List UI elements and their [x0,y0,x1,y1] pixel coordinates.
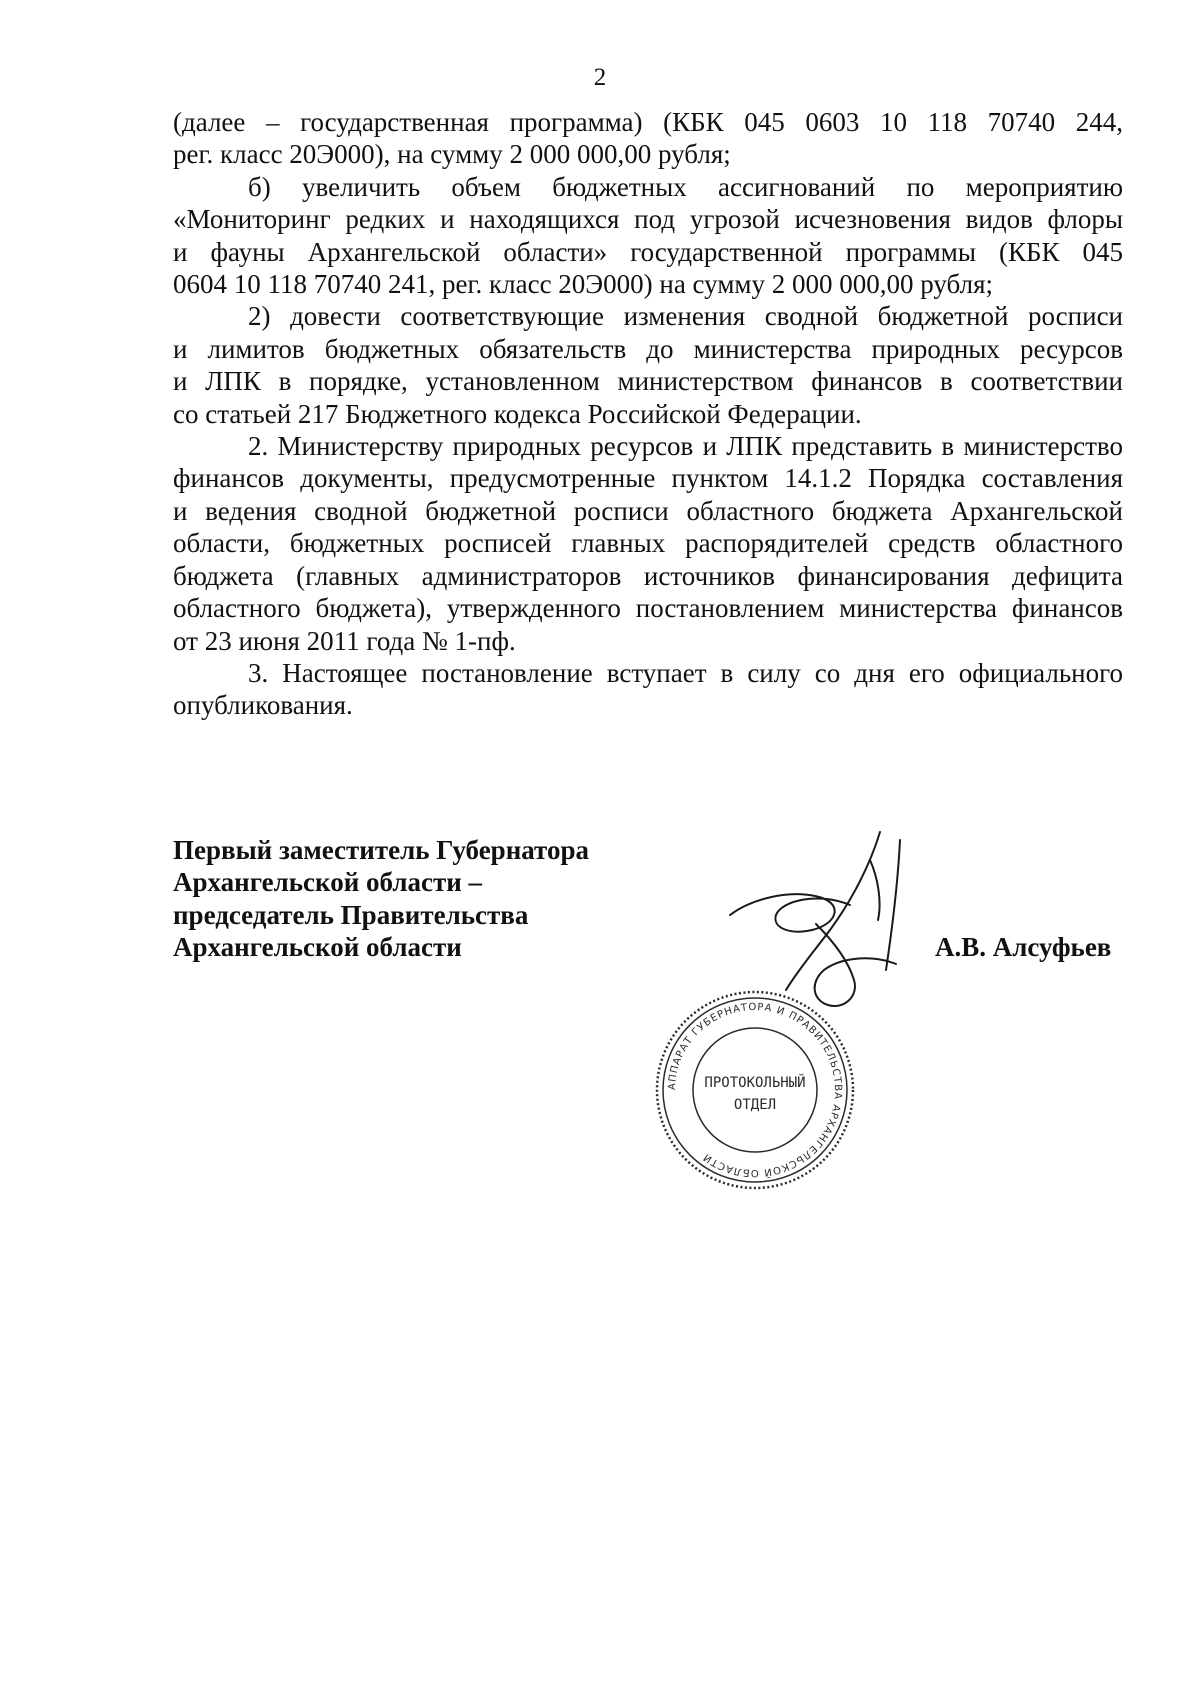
signatory-name: А.В. Алсуфьев [935,932,1112,962]
document-body [173,106,1123,722]
page-number: 2 [593,64,607,91]
signatory-title [173,834,693,964]
text-line: «Мониторинг редких и находящихся под угрозой исчезновения видов флоры [173,204,1123,235]
text-line: финансов документы, предусмотренные пунктом 14.1.2 Порядка составления [173,463,1123,494]
text-line: 2) довести соответствующие изменения сводной бюджетной росписи [248,301,1123,332]
text-line: от 23 июня 2011 года № 1-пф. [173,625,516,656]
text-line: б) увеличить объем бюджетных ассигнований по мероприятию [248,171,1123,202]
text-line: 2. Министерству природных ресурсов и ЛПК представить в министерство [248,431,1123,462]
text-line: областного бюджета), утвержденного постановлением министерства финансов [173,593,1123,624]
stamp-center-text: ПРОТОКОЛЬНЫЙ [704,1075,806,1091]
text-line: 3. Настоящее постановление вступает в силу со дня его официального [248,657,1123,688]
text-line: рег. класс 20Э000), на сумму 2 000 000,00 рубля; [173,139,731,170]
signatory-title-line: председатель Правительства [173,899,529,930]
paragraph-continuation [173,106,1123,171]
signatory-title-line: Архангельской области – [173,867,483,898]
text-line: и ЛПК в порядке, установленном министерством финансов в соответствии [173,366,1123,397]
stamp-ring-text: АППАРАТ ГУБЕРНАТОРА И ПРАВИТЕЛЬСТВА АРХАНГЕЛЬСКОЙ ОБЛАСТИ [666,1001,844,1179]
paragraph-item-3 [173,657,1123,722]
text-line: и фауны Архангельской области» государственной программы (КБК 045 [173,236,1123,267]
paragraph-item-2-sub [173,300,1123,430]
text-line: бюджета (главных администраторов источников финансирования дефицита [173,560,1123,591]
stamp-center-text: ОТДЕЛ [733,1097,777,1113]
paragraph-item-2 [173,430,1123,657]
text-line: опубликования. [173,690,353,721]
text-line: и ведения сводной бюджетной росписи областного бюджета Архангельской [173,495,1123,526]
signatory-title-line: Первый заместитель Губернатора [173,835,589,865]
text-line: области, бюджетных росписей главных распорядителей средств областного [173,528,1123,559]
official-stamp [650,985,860,1195]
text-line: (далее – государственная программа) (КБК 045 0603 10 118 70740 244, [173,107,1123,137]
signatory-title-line: Архангельской области [173,932,462,963]
text-line: со статьей 217 Бюджетного кодекса Российской Федерации. [173,398,862,429]
text-line: и лимитов бюджетных обязательств до министерства природных ресурсов [173,333,1123,364]
text-line: 0604 10 118 70740 241, рег. класс 20Э000) на сумму 2 000 000,00 рубля; [173,269,993,300]
paragraph-item-b [173,171,1123,301]
